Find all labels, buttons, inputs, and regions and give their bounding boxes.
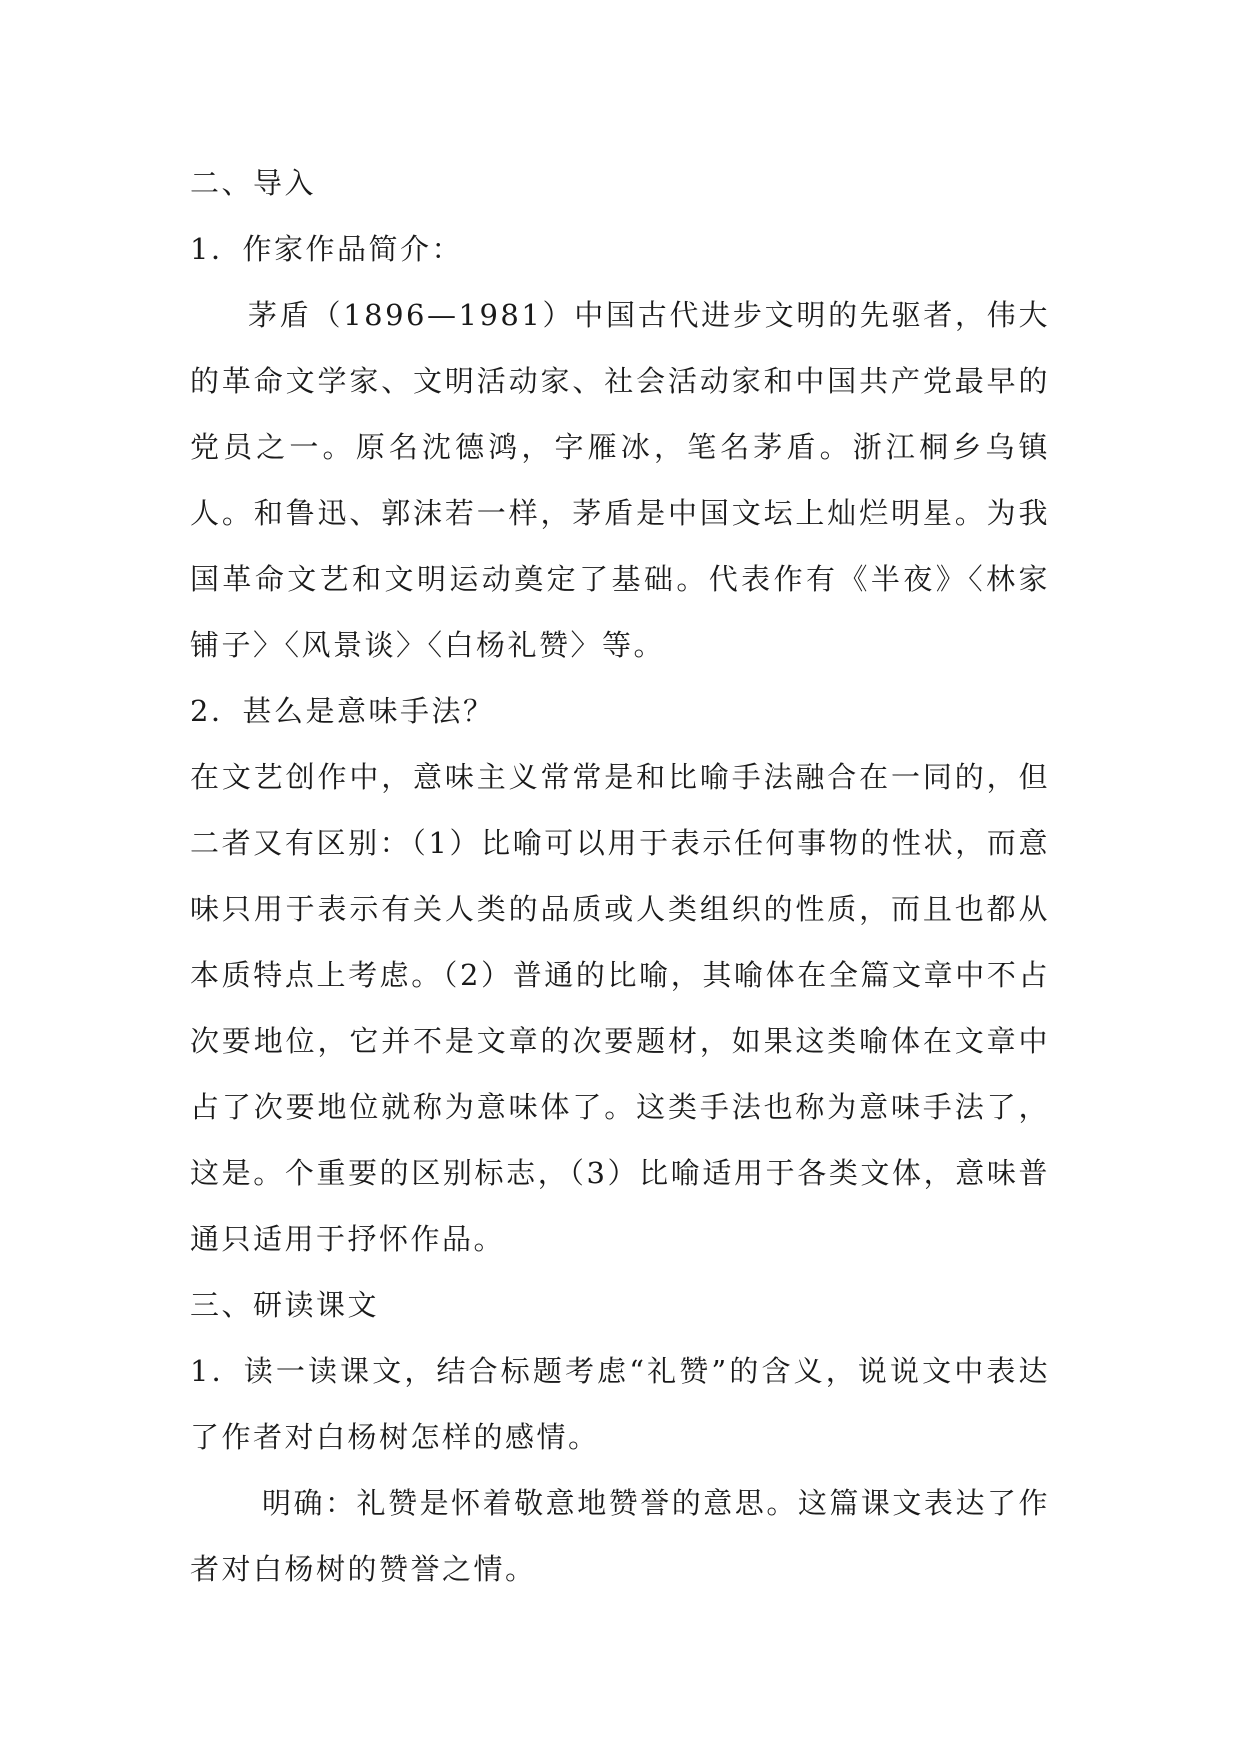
question-paragraph: 1．读一读课文，结合标题考虑“礼赞”的含义，说说文中表达了作者对白杨树怎样的感情。 bbox=[190, 1354, 1050, 1454]
item-heading-author-intro: 1．作家作品简介： bbox=[190, 232, 463, 266]
section-heading-intro: 二、导入 bbox=[190, 166, 317, 200]
paragraph-symbolism: 在文艺创作中，意味主义常常是和比喻手法融合在一同的，但二者又有区别：（1）比喻可以用于表示任何事物的性状，而意味只用于表示有关人类的品质或人类组织的性质，而且也都从本质特点上考虑。（2）普通的比喻，其喻体在全篇文章中不占次要地位，它并不是文章的次要题材，如果这类喻体在文章中占了次要地位就称为意味体了。这类手法也称为意味手法了，这是。个重要的区别标志，（3）比喻适用于各类文体，意味普通只适用于抒怀作品。 bbox=[190, 760, 1050, 1256]
paragraph-author-intro: 茅盾（1896—1981）中国古代进步文明的先驱者，伟大的革命文学家、文明活动家、社会活动家和中国共产党最早的党员之一。原名沈德鸿，字雁冰，笔名茅盾。浙江桐乡乌镇人。和鲁迅、郭沫若一样，茅盾是中国文坛上灿烂明星。为我国革命文艺和文明运动奠定了基础。代表作有《半夜》〈林家铺子〉〈风景谈〉〈白杨礼赞〉等。 bbox=[190, 298, 1050, 662]
document-body bbox=[190, 150, 1050, 1602]
answer-paragraph: 明确：礼赞是怀着敬意地赞誉的意思。这篇课文表达了作者对白杨树的赞誉之情。 bbox=[190, 1486, 1050, 1586]
item-heading-symbolism: 2．甚么是意味手法？ bbox=[190, 694, 495, 728]
section-heading-reading: 三、研读课文 bbox=[190, 1288, 380, 1322]
